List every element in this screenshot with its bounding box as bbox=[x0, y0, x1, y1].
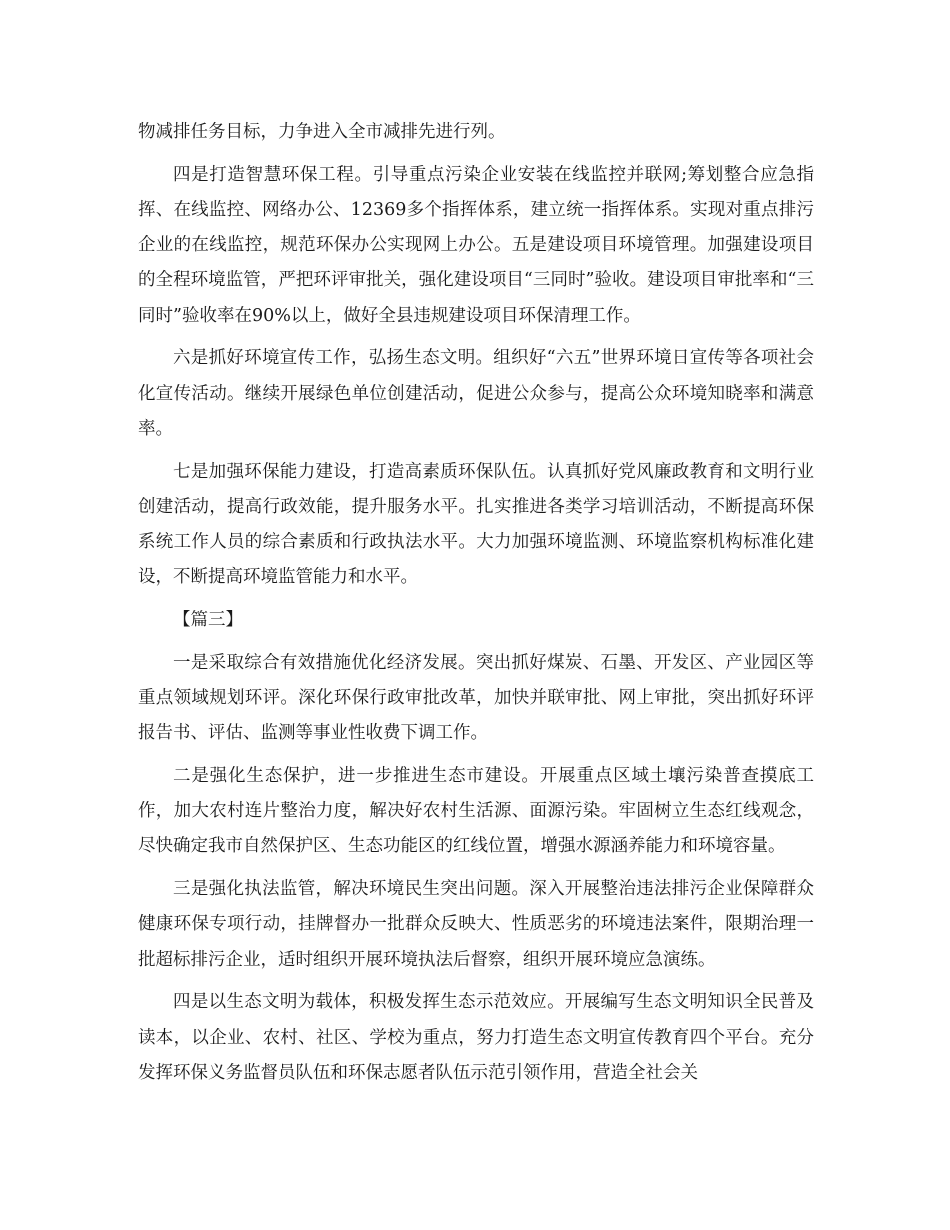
paragraph-ecological-civilization: 四是以生态文明为载体，积极发挥生态示范效应。开展编写生态文明知识全民普及读本，以企业、农村、社区、学校为重点，努力打造生态文明宣传教育四个平台。充分发挥环保义务监督员队伍和环保志愿者队伍示范引领作用，营造全社会关 bbox=[138, 992, 814, 1083]
paragraph-continuation: 物减排任务目标，力争进入全市减排先进行列。 bbox=[138, 122, 506, 142]
paragraph-smart-env-project: 四是打造智慧环保工程。引导重点污染企业安装在线监控并联网;筹划整合应急指挥、在线监控、网络办公、12369多个指挥体系，建立统一指挥体系。实现对重点排污企业的在线监控，规范环保办公实现网上办公。五是建设项目环境管理。加强建设项目的全程环境监管，严把环评审批关，强化建设项目“三同时”验收。建设项目审批率和“三同时”验收率在90%以上，做好全县违规建设项目环保清理工作。 bbox=[138, 164, 814, 326]
paragraph-env-publicity: 六是抓好环境宣传工作，弘扬生态文明。组织好“六五”世界环境日宣传等各项社会化宣传活动。继续开展绿色单位创建活动，促进公众参与，提高公众环境知晓率和满意率。 bbox=[138, 348, 814, 439]
document-body bbox=[138, 115, 814, 1098]
paragraph-law-enforcement: 三是强化执法监管，解决环境民生突出问题。深入开展整治违法排污企业保障群众健康环保专项行动，挂牌督办一批群众反映大、性质恶劣的环境违法案件，限期治理一批超标排污企业，适时组织开展环境执法后督察，组织开展环境应急演练。 bbox=[138, 879, 814, 970]
paragraph-ecological-protection: 二是强化生态保护，进一步推进生态市建设。开展重点区域土壤污染普查摸底工作，加大农村连片整治力度，解决好农村生活源、面源污染。牢固树立生态红线观念，尽快确定我市自然保护区、生态功能区的红线位置，增强水源涵养能力和环境容量。 bbox=[138, 765, 814, 857]
paragraph-capacity-building: 七是加强环保能力建设，打造高素质环保队伍。认真抓好党风廉政教育和文明行业创建活动，提高行政效能，提升服务水平。扎实推进各类学习培训活动，不断提高环保系统工作人员的综合素质和行政执法水平。大力加强环境监测、环境监察机构标准化建设，不断提高环境监管能力和水平。 bbox=[138, 461, 814, 588]
paragraph-economic-development: 一是采取综合有效措施优化经济发展。突出抓好煤炭、石墨、开发区、产业园区等重点领域规划环评。深化环保行政审批改革，加快并联审批、网上审批，突出抓好环评报告书、评估、监测等事业性收费下调工作。 bbox=[138, 652, 814, 744]
section-heading: 【篇三】 bbox=[173, 610, 243, 631]
